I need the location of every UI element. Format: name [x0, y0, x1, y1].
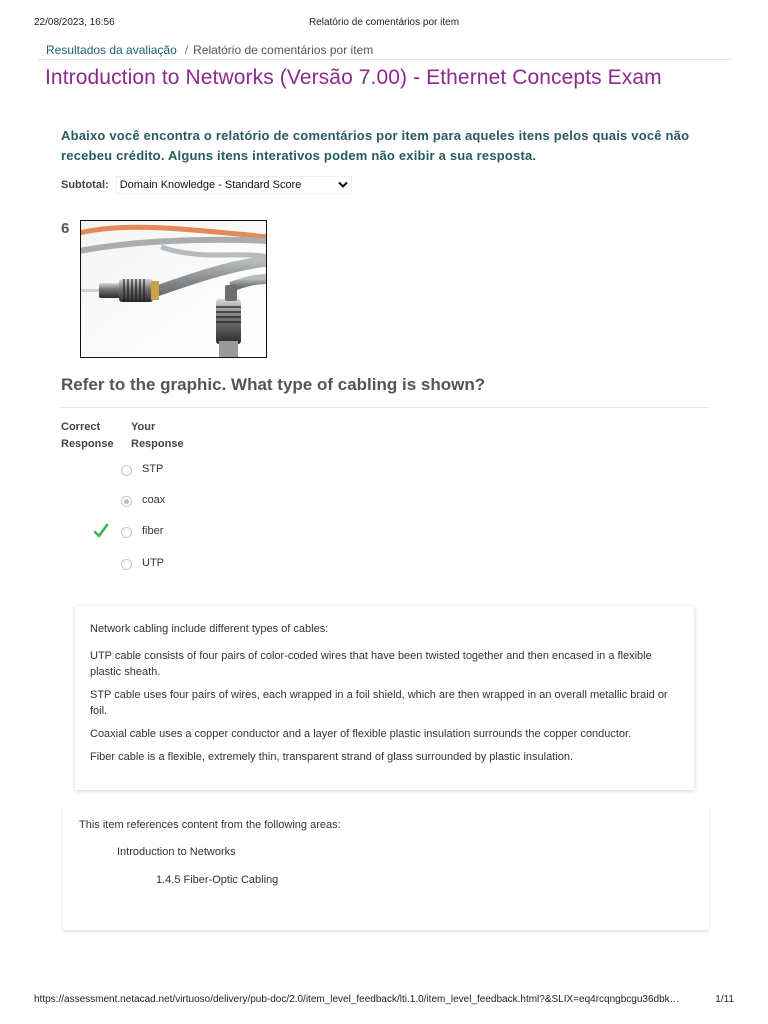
subtotal-filter	[61, 176, 352, 194]
references-intro: This item references content from the following areas:	[79, 819, 341, 831]
fiber-cable-image	[80, 220, 267, 358]
breadcrumb-separator: /	[184, 43, 189, 57]
your-response-header	[131, 419, 184, 453]
print-date: 22/08/2023, 16:56	[34, 17, 115, 28]
feedback-intro: Network cabling include different types of cables:	[90, 623, 329, 635]
chevron-down-icon	[338, 181, 348, 189]
references-section: 1.4.5 Fiber-Optic Cabling	[156, 874, 279, 886]
correct-response-header-line2: Response	[61, 438, 114, 450]
page-title: Introduction to Networks (Versão 7.00) - Ethernet Concepts Exam	[45, 66, 662, 89]
question-number: 6	[61, 220, 70, 237]
feedback-fiber: Fiber cable is a flexible, extremely thin, transparent strand of glass surrounded by plastic insulation.	[90, 751, 574, 763]
correct-response-header-line1: Correct	[61, 421, 101, 433]
references-panel	[63, 808, 709, 930]
question-text: Refer to the graphic. What type of cabling is shown?	[61, 375, 486, 394]
subtotal-selected-value: Domain Knowledge - Standard Score	[119, 179, 302, 191]
feedback-coax: Coaxial cable uses a copper conductor and a layer of flexible plastic insulation surrounds the copper conductor.	[90, 728, 632, 740]
your-response-header-line2: Response	[131, 438, 184, 450]
option-label: coax	[142, 494, 166, 506]
print-url: https://assessment.netacad.net/virtuoso/delivery/pub-doc/2.0/item_level_feedback/lti.1.0/item_level_feedback.html?&SLIX=eq4rcqngbcgu36dbk…	[34, 994, 680, 1005]
breadcrumb-link-results[interactable]: Resultados da avaliação	[46, 43, 177, 57]
print-document-title: Relatório de comentários por item	[308, 17, 460, 28]
radio-button[interactable]	[121, 559, 132, 570]
radio-button[interactable]	[121, 527, 132, 538]
subtotal-label: Subtotal:	[61, 179, 109, 191]
radio-button[interactable]	[121, 465, 132, 476]
correct-response-header	[61, 419, 114, 453]
print-header	[34, 17, 734, 31]
feedback-utp: UTP cable consists of four pairs of color-coded wires that have been twisted together and then encased in a flexible plastic sheath.	[90, 650, 652, 678]
breadcrumb	[46, 43, 373, 57]
your-response-header-line1: Your	[131, 421, 156, 433]
print-footer	[34, 994, 734, 1008]
breadcrumb-current: Relatório de comentários por item	[193, 43, 374, 57]
check-icon	[93, 523, 109, 539]
feedback-stp: STP cable uses four pairs of wires, each wrapped in a foil shield, which are then wrapped in an overall metallic braid or foil.	[90, 689, 668, 717]
print-page-number: 1/11	[715, 994, 734, 1005]
subtotal-select[interactable]	[116, 176, 352, 194]
option-label: STP	[142, 463, 164, 475]
references-course: Introduction to Networks	[117, 846, 236, 858]
intro-text: Abaixo você encontra o relatório de comentários por item para aqueles itens pelos quais você não recebeu crédito. Alguns itens interativos podem não exibir a sua resposta.	[61, 128, 690, 163]
option-label: fiber	[142, 525, 164, 537]
feedback-panel	[75, 606, 694, 790]
breadcrumb-divider	[38, 59, 732, 60]
radio-button-selected[interactable]	[121, 496, 132, 507]
question-divider	[61, 407, 709, 408]
option-label: UTP	[142, 557, 164, 569]
